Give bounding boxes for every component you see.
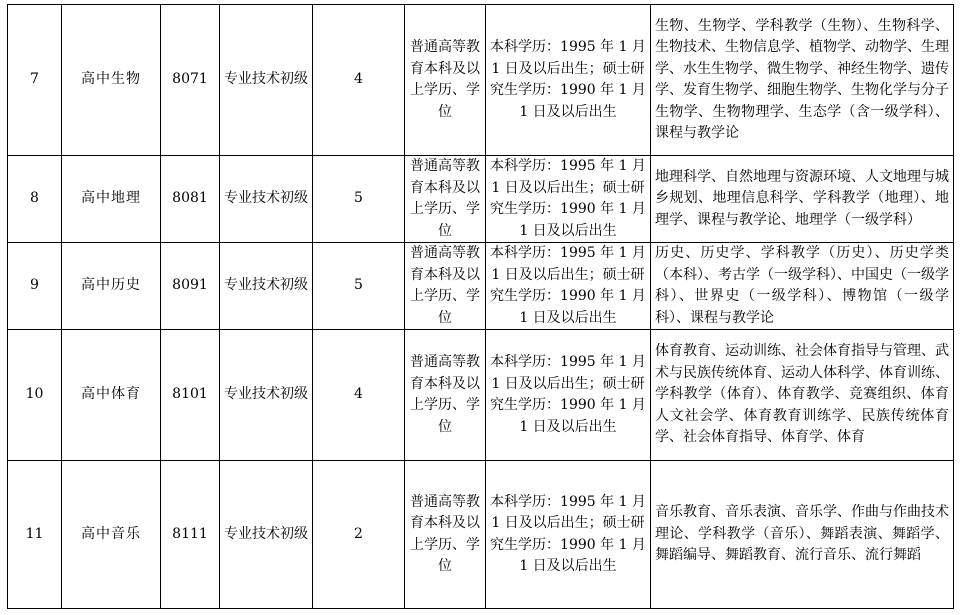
- table-row: [8, 156, 954, 243]
- table-row: [8, 5, 954, 156]
- education-cell: 普通高等教育本科及以上学历、学位: [405, 330, 486, 461]
- education-cell: 普通高等教育本科及以上学历、学位: [405, 156, 486, 243]
- birth-requirement-cell: 本科学历：1995 年 1 月 1 日及以后出生；硕士研究生学历：1990 年 1 月 1 日及以后出生: [486, 330, 651, 461]
- subject-cell: 高中生物: [62, 5, 161, 156]
- headcount-cell: 5: [313, 156, 405, 243]
- title-level-cell: 专业技术初级: [220, 5, 313, 156]
- row-number: 10: [8, 330, 62, 461]
- position-code-cell: 8091: [161, 243, 220, 330]
- row-number: 7: [8, 5, 62, 156]
- majors-cell: 生物、生物学、学科教学（生物）、生物科学、生物技术、生物信息学、植物学、动物学、生理学、水生生物学、微生物学、神经生物学、遗传学、发育生物学、细胞生物学、生物化学与分子生物学、生物物理学、生态学（含一级学科）、课程与教学论: [651, 5, 954, 156]
- title-level-cell: 专业技术初级: [220, 243, 313, 330]
- table-row: [8, 243, 954, 330]
- row-number: 11: [8, 461, 62, 609]
- table-row: [8, 461, 954, 609]
- headcount-cell: 5: [313, 243, 405, 330]
- position-code-cell: 8081: [161, 156, 220, 243]
- birth-requirement-cell: 本科学历：1995 年 1 月 1 日及以后出生；硕士研究生学历：1990 年 1 月 1 日及以后出生: [486, 461, 651, 609]
- majors-cell: 历史、历史学、学科教学（历史）、历史学类（本科）、考古学（一级学科）、中国史（一级学科）、世界史（一级学科）、博物馆（一级学科）、课程与教学论: [651, 243, 954, 330]
- education-cell: 普通高等教育本科及以上学历、学位: [405, 461, 486, 609]
- subject-cell: 高中地理: [62, 156, 161, 243]
- position-code-cell: 8111: [161, 461, 220, 609]
- majors-cell: 音乐教育、音乐表演、音乐学、作曲与作曲技术理论、学科教学（音乐）、舞蹈表演、舞蹈学、舞蹈编导、舞蹈教育、流行音乐、流行舞蹈: [651, 461, 954, 609]
- position-code-cell: 8101: [161, 330, 220, 461]
- education-cell: 普通高等教育本科及以上学历、学位: [405, 243, 486, 330]
- table-row: [8, 330, 954, 461]
- education-cell: 普通高等教育本科及以上学历、学位: [405, 5, 486, 156]
- headcount-cell: 4: [313, 5, 405, 156]
- birth-requirement-cell: 本科学历：1995 年 1 月 1 日及以后出生；硕士研究生学历：1990 年 1 月 1 日及以后出生: [486, 156, 651, 243]
- position-code-cell: 8071: [161, 5, 220, 156]
- headcount-cell: 4: [313, 330, 405, 461]
- headcount-cell: 2: [313, 461, 405, 609]
- majors-cell: 体育教育、运动训练、社会体育指导与管理、武术与民族传统体育、运动人体科学、体育训练、学科教学（体育）、体育教学、竞赛组织、体育人文社会学、体育教育训练学、民族传统体育学、社会体育指导、体育学、体育: [651, 330, 954, 461]
- birth-requirement-cell: 本科学历：1995 年 1 月 1 日及以后出生；硕士研究生学历：1990 年 1 月 1 日及以后出生: [486, 5, 651, 156]
- birth-requirement-cell: 本科学历：1995 年 1 月 1 日及以后出生；硕士研究生学历：1990 年 1 月 1 日及以后出生: [486, 243, 651, 330]
- title-level-cell: 专业技术初级: [220, 330, 313, 461]
- recruitment-table: [7, 4, 954, 609]
- title-level-cell: 专业技术初级: [220, 461, 313, 609]
- subject-cell: 高中体育: [62, 330, 161, 461]
- subject-cell: 高中音乐: [62, 461, 161, 609]
- majors-cell: 地理科学、自然地理与资源环境、人文地理与城乡规划、地理信息科学、学科教学（地理）、地理学、课程与教学论、地理学（一级学科）: [651, 156, 954, 243]
- subject-cell: 高中历史: [62, 243, 161, 330]
- title-level-cell: 专业技术初级: [220, 156, 313, 243]
- row-number: 9: [8, 243, 62, 330]
- row-number: 8: [8, 156, 62, 243]
